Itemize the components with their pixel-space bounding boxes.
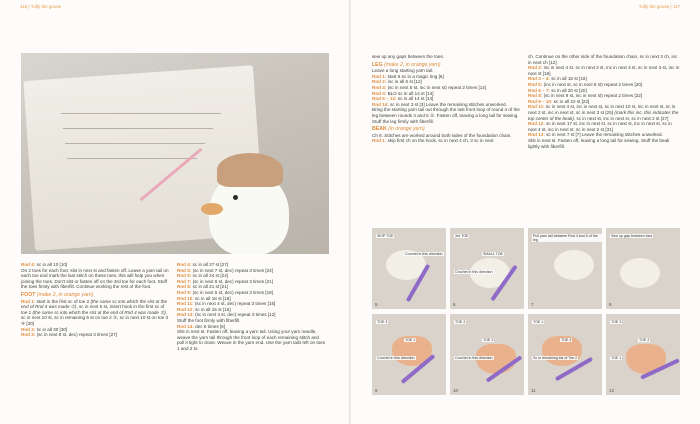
step-number: 9 <box>375 388 378 393</box>
photo-callout: TOE 1 <box>611 356 622 360</box>
step-number: 6 <box>453 302 456 307</box>
step-number: 12 <box>609 388 615 393</box>
goose-hat <box>217 153 283 187</box>
instruction-segment: On 2 toes for each foot: slst in next st and fasten off. Leave a yarn tail on each toe and mark the last stitch on these toes, this will help you when joining the toes. Don't slst or fasten off on the 3rd toe for each foot. Stuff the toes firmly with fiberfill. Continue working the rest of the foot. <box>21 267 169 290</box>
instruction-segment: (the same sc into which the slst at the end of Rnd 4 was made ②) <box>32 309 166 315</box>
photo-callout: Crochet in this direction <box>455 356 493 360</box>
instruction-segment: Leave a long starting yarn tail. <box>372 68 434 74</box>
step-photo <box>372 314 446 395</box>
round-label: Rnd 6: <box>177 273 192 279</box>
instruction-segment: sc in all 20 st [20] <box>549 87 587 93</box>
instruction-segment: sc in all 22 st [22] <box>552 98 590 104</box>
photo-callout: 3rd TOE <box>455 234 469 238</box>
step-photo <box>372 228 446 309</box>
instruction-segment: sc in all 21 st [21] <box>191 284 229 290</box>
photo-callout: Sew up gap between toes <box>611 234 653 238</box>
hero-photo <box>21 53 329 254</box>
instruction-segment: Slst in next st. Fasten off, leaving a long tail for sewing. Stuff the beak lightly with fiberfill. <box>528 137 670 149</box>
instruction-text <box>372 107 522 124</box>
round-label: Rnd 11: <box>177 301 194 307</box>
instruction-segment: , sc in next st, inc in next st, sc in next 2 st [27] <box>573 115 669 121</box>
round-instruction <box>21 332 171 338</box>
round-label: Rnd 2: <box>21 326 36 332</box>
round-label: Rnd 2: <box>372 79 387 85</box>
instruction-segment: sc in next 7 st [7] Leave the remaining stitches unworked. <box>544 132 663 138</box>
round-label: Rnd 3: <box>372 84 387 90</box>
photo-callout: TOE 3 <box>561 338 572 342</box>
instruction-segment: (mark this inc, this indicates the top center of the beak) <box>528 109 679 121</box>
round-label: Rnd 1: <box>372 73 387 79</box>
instruction-segment: Stuff the foot firmly with fiberfill. <box>177 317 241 323</box>
round-label: Rnd 11: <box>528 104 545 110</box>
section-heading-title: BEAK <box>372 126 387 133</box>
instruction-segment: (the same sc into which the slst at the end of Rnd 4 was made ①) <box>21 298 168 310</box>
photo-callout: Sc in remaining sts of Toe 2 <box>533 356 578 360</box>
photo-callout: Crochet in this direction <box>405 252 443 256</box>
round-label: Rnd 4: <box>372 90 387 96</box>
round-label: Rnd 4: <box>21 262 36 267</box>
photo-callout: TOE 2 <box>455 320 466 324</box>
round-instruction <box>372 138 522 144</box>
instruction-text <box>372 54 522 60</box>
photo-callout: TOE 3 <box>483 338 494 342</box>
instruction-segment: sc in all 15 st [15] <box>193 306 231 312</box>
instruction-segment: sc in all 18 st [18] <box>193 295 231 301</box>
instruction-segment: (inc in next st, sc in next 8 st) repeat 2 times [20] <box>542 81 643 87</box>
goose-beak <box>201 203 223 215</box>
round-label: Rnd 14: <box>177 323 194 329</box>
photo-callout: TOE 3 <box>611 320 622 324</box>
step-photo <box>450 228 524 309</box>
round-label: Rnd 8: <box>177 284 192 290</box>
crochet-piece <box>620 258 660 288</box>
instruction-segment: Ch 6. Stitches are worked around both sides of the foundation chain. <box>372 132 512 138</box>
round-label: Rnd 1: <box>21 298 36 304</box>
instruction-segment: Bring the starting yarn tail out through the last front loop of round 4 of the leg between rounds 4 and 5 ⑤. Fasten off, leaving a long tail for sewing. Stuff the leg firmly with fiberfill. <box>372 107 520 124</box>
instruction-segment: sc in all 10 [10] <box>35 262 68 267</box>
round-instruction <box>528 104 680 121</box>
gutter <box>349 0 351 424</box>
photo-callout: Pull yarn tail between Rnd 4 and 5 of the leg <box>532 234 602 242</box>
instruction-segment: start 6 sc in a magic ring [6] <box>386 73 444 79</box>
round-label: Rnd 14: <box>372 101 389 107</box>
left-column-2 <box>177 262 327 352</box>
photo-callout: TOE 1 <box>405 338 416 342</box>
section-heading-sub: (make 2, in orange yarn) <box>382 61 441 68</box>
goose-eye <box>233 195 238 200</box>
section-heading-title: FOOT <box>21 291 36 298</box>
round-label: Rnd 1: <box>372 138 387 144</box>
step-photo <box>606 228 680 309</box>
right-column-2 <box>528 54 680 149</box>
round-label: Rnd 7: <box>177 278 192 284</box>
photo-callout: TOE 3 <box>377 320 388 324</box>
section-heading-sub: (make 2, in orange yarn) <box>35 291 94 298</box>
photo-callout: TOE 2 <box>639 338 650 342</box>
round-label: Rnd 12: <box>177 306 194 312</box>
round-label: Rnd 5 – 13: <box>372 96 397 102</box>
step-photo-grid <box>372 228 680 396</box>
photo-callout: Crochet in this direction <box>377 356 415 360</box>
step-photo <box>528 228 602 309</box>
photo-callout: SKIP TOE <box>377 234 394 238</box>
instruction-segment: sc in next 3 st [3] Leave the remaining stitches unworked. <box>388 101 507 107</box>
step-photo <box>606 314 680 395</box>
instruction-segment: inc in next 4 st, sc in next 3 st, inc in next 3 st, sc in next 3 st, inc in next st [18] <box>528 65 680 76</box>
section-heading-sub: (in orange yarn) <box>386 126 425 133</box>
instruction-segment: start in the first sc of toe 2 <box>35 298 91 304</box>
round-instruction <box>21 299 171 327</box>
crochet-piece <box>554 250 594 280</box>
instruction-segment: , sc in next 10 st, sc in remaining 5 st on toe 2 ③, sc in next 10 st on toe 3 ④ [30] <box>21 309 169 326</box>
round-label: Rnd 10: <box>177 295 194 301</box>
instruction-segment: sew up any gaps between the toes. <box>372 54 445 59</box>
step-number: 7 <box>531 302 534 307</box>
instruction-segment: sc in all 14 st [14] <box>396 96 434 102</box>
photo-callout: TOE 1 <box>533 320 544 324</box>
instruction-segment: (sc in next 9 st, inc in next st) repeat 2 times [22] <box>542 93 643 99</box>
round-label: Rnd 5: <box>177 267 192 273</box>
round-label: Rnd 9 – 10: <box>528 98 553 104</box>
running-head-left: 116 | Tully the goose <box>20 4 62 9</box>
instruction-segment: (sc in next 3 st, dec) repeat 3 times [12] <box>193 312 276 318</box>
step-photo <box>450 314 524 395</box>
instruction-segment: sc in all 30 [30] <box>35 326 68 332</box>
round-label: Rnd 5: <box>528 81 543 87</box>
round-label: Rnd 8: <box>528 93 543 99</box>
round-label: Rnd 6 – 7: <box>528 87 550 93</box>
instruction-text <box>528 54 680 65</box>
instruction-text <box>21 268 171 290</box>
section-heading-title: LEG <box>372 61 383 68</box>
instruction-text <box>177 329 327 351</box>
round-label: Rnd 3 – 4: <box>528 76 550 82</box>
instruction-segment: sc in next 17 st, inc in next st, sc in next st, inc in next st, sc in next 4 st, inc in next st, sc in next 2 st [31] <box>528 121 672 132</box>
left-column-1 <box>21 262 171 338</box>
step-number: 5 <box>375 302 378 307</box>
instruction-segment: sc in next 4 st, inc in next st, sc in next 10 st, inc in next st, sc in next 2 st, inc in next st, sc in next 3 st [25] <box>528 104 676 115</box>
instruction-segment: Slst in next st. Fasten off, leaving a yarn tail. Using your yarn needle, weave the yarn tail through the front loop of each remaining stitch and pull it tight to close. Weave in the yarn end. Use the yarn tails left on toes 1 and 2 to <box>177 329 326 351</box>
round-label: Rnd 9: <box>177 289 192 295</box>
instruction-segment: (sc in next 5 st, inc in next st) repeat 2 times [14] <box>386 84 487 90</box>
round-label: Rnd 13: <box>177 312 194 318</box>
photo-callout: SMALL TOE <box>483 252 503 256</box>
step-number: 8 <box>609 302 612 307</box>
round-label: Rnd 13: <box>528 132 545 138</box>
instruction-segment: , sc in next 5 st, insert hook in the first sc of toe 1 <box>21 304 165 315</box>
round-label: Rnd 12: <box>528 121 545 127</box>
step-number: 11 <box>531 388 536 393</box>
instruction-segment: sc in all 27 st [27] <box>191 262 229 267</box>
round-label: Rnd 2: <box>528 65 543 71</box>
running-head-right: Tully the goose | 117 <box>638 4 680 9</box>
step-photo <box>528 314 602 395</box>
instruction-segment: (sc in next 6 st, dec) repeat 3 times [21] <box>191 278 273 284</box>
round-instruction <box>528 121 680 132</box>
instruction-segment: BLO sc in all 14 st [14] <box>386 90 434 96</box>
round-instruction <box>528 65 680 76</box>
instruction-segment: (sc in next 7 st, dec) repeat 3 times [24] <box>191 267 273 273</box>
round-label: Rnd 3: <box>21 332 36 338</box>
instruction-segment: sc in all 18 st [18] <box>549 76 587 82</box>
round-label: Rnd 4: <box>177 262 192 267</box>
instruction-segment: (sc in next 4 st, dec) repeat 3 times [15] <box>193 301 276 307</box>
right-column-1 <box>372 54 522 144</box>
instruction-segment: inc in all 6 st [12] <box>386 79 422 85</box>
instruction-segment: (sc in next 5 st, dec) repeat 3 times [18] <box>191 289 273 295</box>
instruction-segment: dec 6 times [6] <box>193 323 226 329</box>
step-number: 10 <box>453 388 459 393</box>
instruction-segment: (sc in next 8 st, dec) repeat 3 times [27] <box>35 332 117 338</box>
instruction-segment: ch. Continue on the other side of the foundation chain, sc in next 3 ch, inc in next ch [12] <box>528 54 678 65</box>
instruction-segment: sc in all 24 st [24] <box>191 273 229 279</box>
photo-callout: Crochet in this direction <box>455 270 493 274</box>
instruction-text <box>528 138 680 149</box>
instruction-segment: skip first ch on the hook, sc in next 4 ch, 3 sc in next <box>386 138 494 144</box>
